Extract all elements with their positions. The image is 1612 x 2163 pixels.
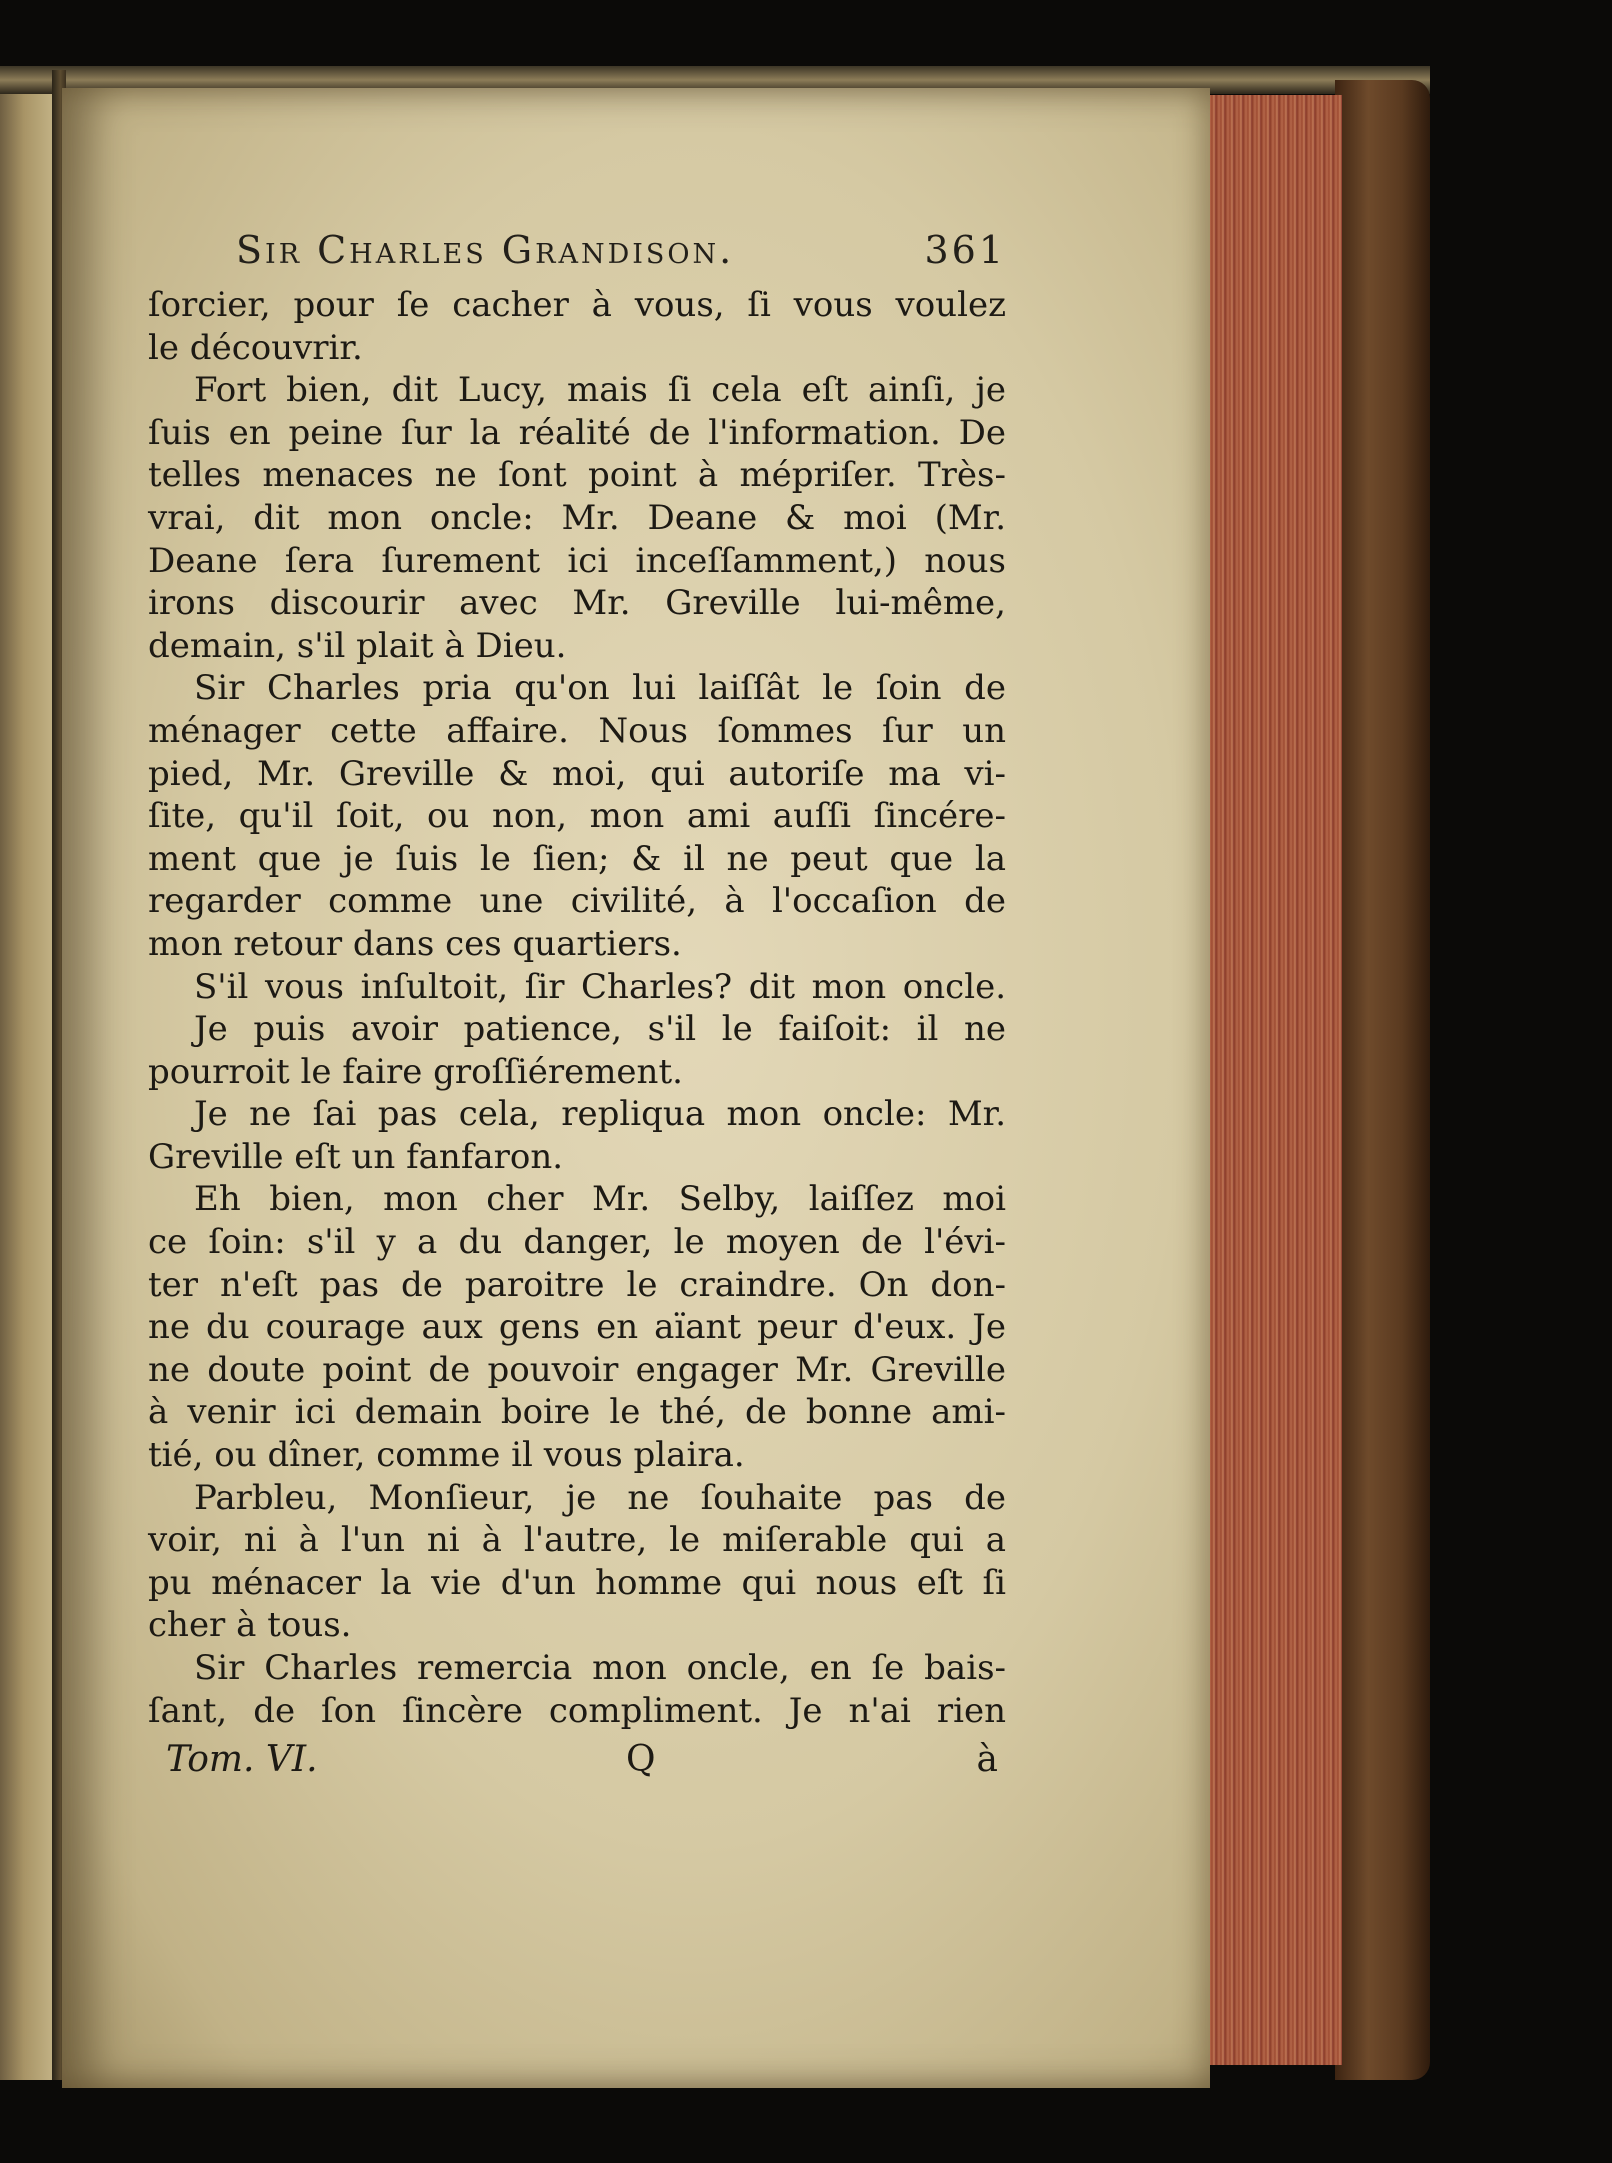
text-line: S'il vous inſultoit, ſir Charles? dit mon oncle.	[194, 966, 1006, 1007]
text-line: ne du courage aux gens en aïant peur d'eux. Je	[148, 1307, 1006, 1348]
text-line: Eh bien, mon cher Mr. Selby, laiſſez moi	[194, 1179, 1006, 1220]
left-page-edge	[0, 70, 60, 2080]
text-line: le découvrir.	[148, 327, 363, 368]
page-text-block	[148, 228, 1006, 1784]
text-line: mon retour dans ces quartiers.	[148, 923, 682, 964]
page-footer	[148, 1736, 1006, 1784]
text-line: Sir Charles remercia mon oncle, en ſe bais-	[194, 1648, 1006, 1688]
running-header	[148, 228, 1006, 284]
leather-cover	[1335, 80, 1430, 2080]
text-line: ſant, de ſon ſincère compliment. Je n'ai rien	[148, 1690, 1006, 1731]
text-line: demain, s'il plait à Dieu.	[148, 625, 567, 666]
text-line: Deane ſera ſurement ici inceſſamment,) nous	[148, 540, 1006, 581]
page-number: 361	[924, 228, 1006, 272]
text-line: pourroit le faire groſſiérement.	[148, 1051, 683, 1092]
text-line: ſorcier, pour ſe cacher à vous, ſi vous voulez	[148, 285, 1006, 325]
signature-mark: Q	[626, 1739, 656, 1781]
text-line: ſite, qu'il ſoit, ou non, mon ami auſſi ſincére-	[148, 796, 1006, 837]
text-line: tié, ou dîner, comme il vous plaira.	[148, 1435, 745, 1476]
text-line: Greville eſt un fanfaron.	[148, 1136, 564, 1177]
text-line: cher à tous.	[148, 1605, 352, 1646]
text-line: ment que je ſuis le ſien; & il ne peut que la	[148, 838, 1006, 879]
text-line: ce ſoin: s'il y a du danger, le moyen de l'évi-	[148, 1222, 1006, 1263]
text-line: Je puis avoir patience, s'il le faiſoit: il ne	[194, 1009, 1006, 1050]
text-line: Sir Charles pria qu'on lui laiſſât le ſoin de	[194, 668, 1006, 709]
text-line: ne doute point de pouvoir engager Mr. Greville	[148, 1349, 1006, 1390]
running-title: Sir Charles Grandison.	[236, 228, 735, 272]
text-line: telles menaces ne ſont point à mépriſer. Très-	[148, 455, 1006, 496]
text-line: ter n'eſt pas de paroitre le craindre. On don-	[148, 1264, 1006, 1305]
text-line: Parbleu, Monſieur, je ne ſouhaite pas de	[194, 1477, 1006, 1518]
text-line: Fort bien, dit Lucy, mais ſi cela eſt ainſi, je	[194, 370, 1006, 411]
text-line: pu ménacer la vie d'un homme qui nous eſt ſi	[148, 1562, 1006, 1603]
text-line: voir, ni à l'un ni à l'autre, le miſerable qui a	[148, 1520, 1006, 1561]
catchword: à	[976, 1739, 998, 1781]
text-line: vrai, dit mon oncle: Mr. Deane & moi (Mr.	[148, 497, 1006, 538]
page-fore-edge	[1205, 95, 1342, 2065]
volume-mark: Tom. VI.	[166, 1739, 318, 1781]
text-line: ſuis en peine ſur la réalité de l'information. De	[148, 412, 1006, 453]
text-line: Je ne ſai pas cela, repliqua mon oncle: Mr.	[194, 1094, 1006, 1135]
text-line: à venir ici demain boire le thé, de bonne ami-	[148, 1392, 1006, 1433]
text-line: irons discourir avec Mr. Greville lui-même,	[148, 583, 1006, 624]
text-line: ménager cette affaire. Nous ſommes ſur un	[148, 710, 1006, 751]
text-line: regarder comme une civilité, à l'occaſion de	[148, 881, 1006, 922]
text-line: pied, Mr. Greville & moi, qui autoriſe ma vi-	[148, 753, 1006, 794]
